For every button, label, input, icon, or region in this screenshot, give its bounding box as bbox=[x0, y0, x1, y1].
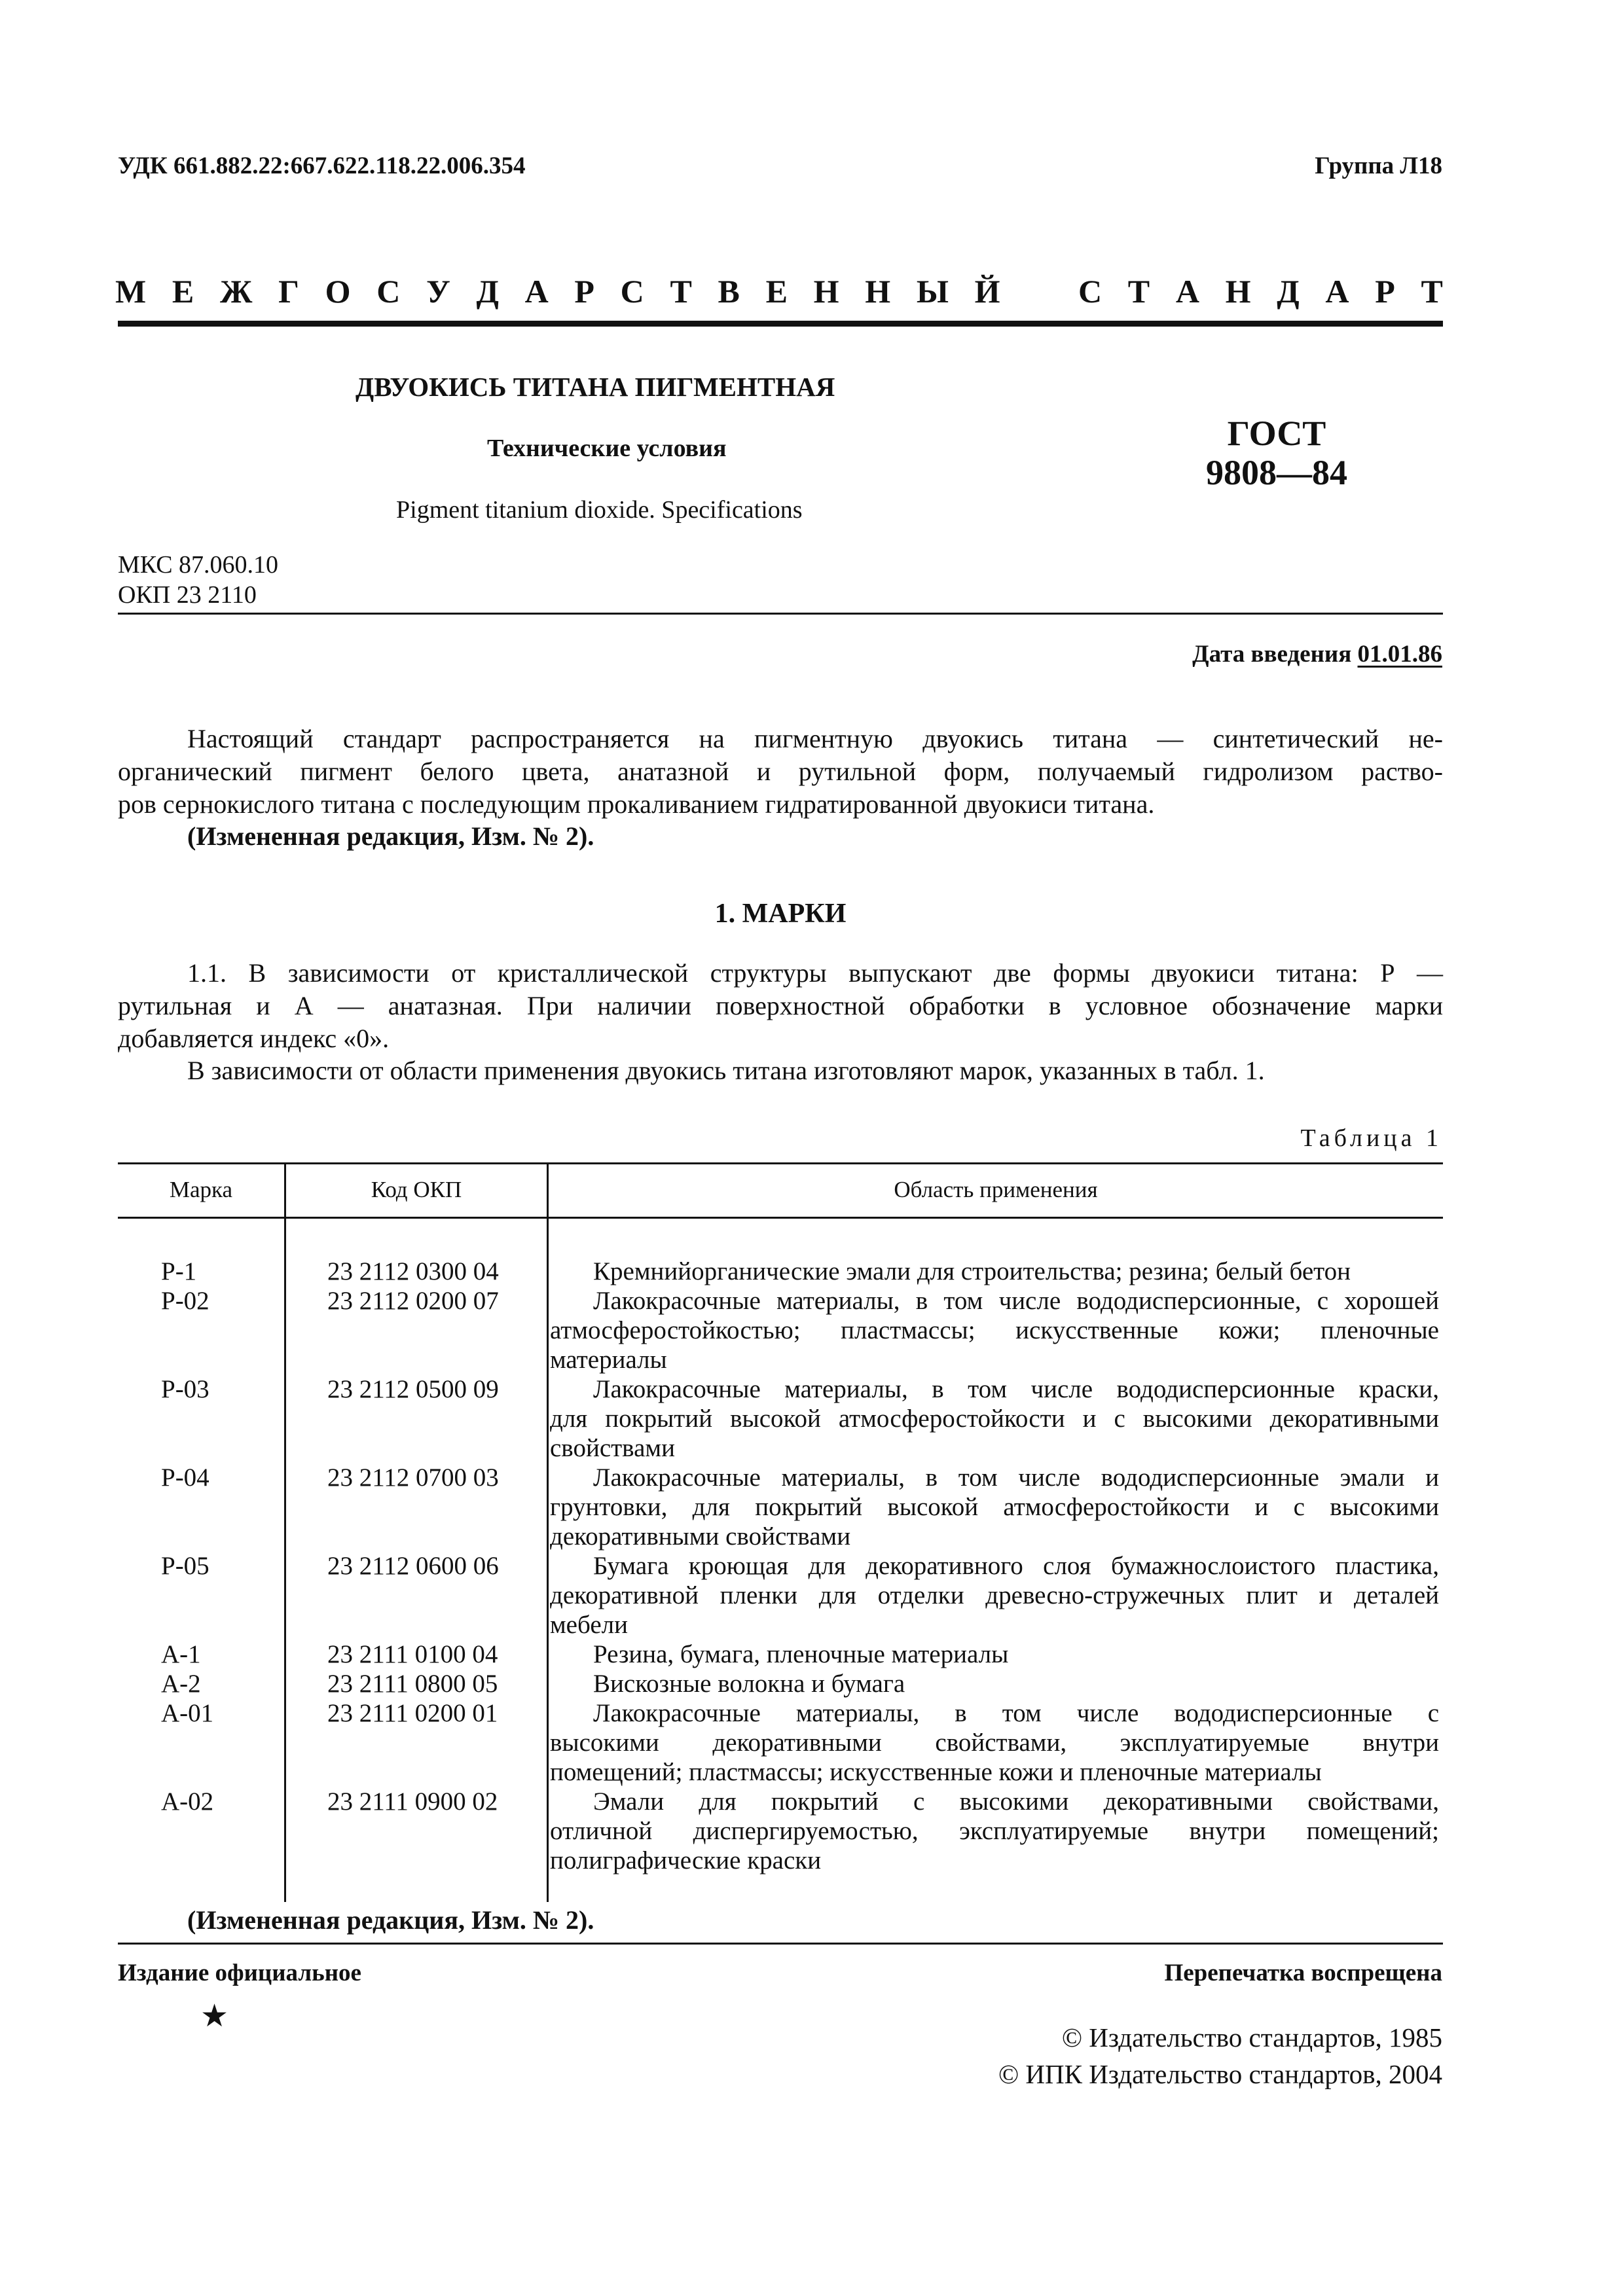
table-top-rule bbox=[118, 1162, 1443, 1164]
table-caption: Таблица 1 bbox=[1300, 1124, 1442, 1152]
banner-letter: Е bbox=[172, 273, 194, 310]
introduction-date bbox=[1192, 640, 1442, 668]
table-row bbox=[118, 1698, 1443, 1787]
cell-line: атмосферостойкостью; пластмассы; искусственные кожи; пленочные bbox=[550, 1316, 1439, 1344]
gost-number: 9808—84 bbox=[1206, 453, 1347, 493]
cell-okp-code: 23 2111 0900 02 bbox=[327, 1787, 498, 1816]
table-row bbox=[118, 1257, 1443, 1286]
clause-1-1-continuation: В зависимости от области применения двуокись титана изготовляют марок, указанных в табл. 1. bbox=[187, 1056, 1265, 1085]
table-row bbox=[118, 1374, 1443, 1463]
grades-table bbox=[118, 1162, 1443, 1902]
cell-line: Лакокрасочные материалы, в том числе вододисперсионные эмали и bbox=[593, 1463, 1439, 1492]
document-subtitle: Технические условия bbox=[487, 435, 727, 462]
table-amendment-note: (Измененная редакция, Изм. № 2). bbox=[187, 1905, 594, 1935]
cell-application-area bbox=[550, 1463, 1439, 1551]
cell-application-area bbox=[550, 1698, 1439, 1787]
banner-letter: Н bbox=[813, 273, 839, 310]
cell-line: отличной диспергируемостью, эксплуатируемые внутри помещений; bbox=[550, 1817, 1439, 1845]
paragraph-line: ров сернокислого титана с последующим прокаливанием гидратированной двуокиси титана. bbox=[118, 789, 1155, 819]
copyright-block bbox=[998, 2019, 1442, 2092]
cell-line: Кремнийорганические эмали для строительства; резина; белый бетон bbox=[593, 1257, 1351, 1285]
cell-line: декоративными свойствами bbox=[550, 1522, 851, 1551]
paragraph-line: органический пигмент белого цвета, анатазной и рутильной форм, получаемый гидролизом раство- bbox=[118, 757, 1443, 786]
interstate-standard-banner bbox=[115, 275, 1443, 308]
document-title-en: Pigment titanium dioxide. Specifications bbox=[396, 496, 803, 524]
banner-letter: Г bbox=[278, 273, 299, 310]
cell-line: грунтовки, для покрытий высокой атмосферостойкости и с высокими bbox=[550, 1493, 1439, 1521]
classifier-codes bbox=[118, 550, 278, 611]
cell-line: Лакокрасочные материалы, в том числе вододисперсионные с bbox=[593, 1699, 1439, 1727]
scope-paragraph bbox=[118, 723, 1443, 821]
cell-mark: А-02 bbox=[161, 1787, 214, 1816]
table-row bbox=[118, 1463, 1443, 1551]
gost-prefix: ГОСТ bbox=[1227, 414, 1326, 453]
banner-letter: Т bbox=[1421, 273, 1443, 310]
cell-okp-code: 23 2112 0600 06 bbox=[327, 1552, 499, 1580]
cell-application-area bbox=[550, 1286, 1439, 1374]
banner-letter: С bbox=[376, 273, 401, 310]
cell-line: декоративной пленки для отделки древесно-стружечных плит и деталей bbox=[550, 1581, 1439, 1609]
banner-letter: Н bbox=[1225, 273, 1251, 310]
cell-application-area bbox=[550, 1551, 1439, 1640]
cell-line: помещений; пластмассы; искусственные кожи и пленочные материалы bbox=[550, 1758, 1322, 1786]
gost-designation bbox=[1195, 414, 1359, 493]
cell-application-area bbox=[550, 1257, 1439, 1286]
cell-line: Резина, бумага, пленочные материалы bbox=[593, 1640, 1009, 1668]
banner-letter: С bbox=[1078, 273, 1103, 310]
table-header-mark: Марка bbox=[169, 1177, 233, 1202]
table-header-rule bbox=[118, 1217, 1443, 1219]
banner-letter: А bbox=[1175, 273, 1199, 310]
banner-letter: Т bbox=[1127, 273, 1150, 310]
copyright-line: © Издательство стандартов, 1985 bbox=[1061, 2022, 1442, 2053]
udk-code: УДК 661.882.22:667.622.118.22.006.354 bbox=[118, 152, 526, 179]
table-row bbox=[118, 1669, 1443, 1698]
banner-letter: Р bbox=[1375, 273, 1395, 310]
cell-application-area bbox=[550, 1374, 1439, 1463]
table-header-area: Область применения bbox=[894, 1177, 1098, 1202]
banner-letter: С bbox=[620, 273, 644, 310]
banner-word-gap bbox=[1026, 275, 1052, 308]
cell-okp-code: 23 2112 0200 07 bbox=[327, 1287, 499, 1315]
mks-code: МКС 87.060.10 bbox=[118, 551, 279, 579]
cell-line: полиграфические краски bbox=[550, 1846, 822, 1874]
banner-letter: У bbox=[426, 273, 450, 310]
cell-okp-code: 23 2112 0300 04 bbox=[327, 1257, 499, 1285]
introduction-date-value: 01.01.86 bbox=[1357, 641, 1442, 668]
banner-letter: Т bbox=[670, 273, 692, 310]
clause-1-1 bbox=[118, 957, 1443, 1055]
cell-line: Лакокрасочные материалы, в том числе вододисперсионные, с хорошей bbox=[593, 1287, 1439, 1315]
paragraph-line: Настоящий стандарт распространяется на пигментную двуокись титана — синтетический не- bbox=[187, 724, 1443, 753]
cell-application-area bbox=[550, 1787, 1439, 1875]
cell-line: мебели bbox=[550, 1611, 628, 1639]
banner-letter: Д bbox=[1277, 273, 1300, 310]
banner-letter: О bbox=[325, 273, 351, 310]
table-row bbox=[118, 1640, 1443, 1669]
cell-line: Бумага кроющая для декоративного слоя бумажнослоистого пластика, bbox=[593, 1552, 1439, 1580]
cell-line: Лакокрасочные материалы, в том числе вододисперсионные краски, bbox=[593, 1375, 1439, 1403]
table-header-code: Код ОКП bbox=[371, 1177, 462, 1202]
cell-application-area bbox=[550, 1669, 1439, 1698]
cell-line: для покрытий высокой атмосферостойкости и с высокими декоративными bbox=[550, 1405, 1439, 1433]
star-icon: ★ bbox=[200, 1999, 229, 2034]
table-row bbox=[118, 1551, 1443, 1640]
cell-okp-code: 23 2112 0500 09 bbox=[327, 1375, 499, 1403]
cell-mark: Р-1 bbox=[161, 1257, 197, 1285]
paragraph-line: рутильная и А — анатазная. При наличии поверхностной обработки в условное обозначение марки bbox=[118, 991, 1443, 1020]
group-code: Группа Л18 bbox=[1315, 152, 1442, 179]
cell-okp-code: 23 2111 0200 01 bbox=[327, 1699, 498, 1727]
reprint-prohibited-label: Перепечатка воспрещена bbox=[1164, 1960, 1442, 1986]
paragraph-line: добавляется индекс «0». bbox=[118, 1024, 390, 1053]
table-row bbox=[118, 1286, 1443, 1374]
banner-letter: М bbox=[115, 273, 147, 310]
cell-mark: Р-02 bbox=[161, 1287, 210, 1315]
cell-line: материалы bbox=[550, 1346, 667, 1374]
cell-line: Эмали для покрытий с высокими декоративными свойствами, bbox=[593, 1787, 1439, 1816]
cell-mark: Р-05 bbox=[161, 1552, 210, 1580]
okp-code: ОКП 23 2110 bbox=[118, 581, 257, 609]
classifier-divider bbox=[118, 613, 1443, 615]
document-title: ДВУОКИСЬ ТИТАНА ПИГМЕНТНАЯ bbox=[356, 372, 835, 402]
cell-mark: Р-03 bbox=[161, 1375, 210, 1403]
banner-letter: А bbox=[1325, 273, 1349, 310]
amendment-note: (Измененная редакция, Изм. № 2). bbox=[187, 821, 594, 851]
paragraph-line: 1.1. В зависимости от кристаллической структуры выпускают две формы двуокиси титана: Р — bbox=[187, 958, 1443, 988]
cell-line: высокими декоративными свойствами, эксплуатируемые внутри bbox=[550, 1729, 1439, 1757]
cell-mark: А-01 bbox=[161, 1699, 214, 1727]
banner-letter: В bbox=[718, 273, 740, 310]
copyright-line: © ИПК Издательство стандартов, 2004 bbox=[998, 2059, 1442, 2089]
table-body bbox=[118, 1257, 1443, 1875]
table-row bbox=[118, 1787, 1443, 1875]
cell-mark: А-2 bbox=[161, 1670, 201, 1698]
cell-okp-code: 23 2112 0700 03 bbox=[327, 1463, 499, 1492]
section-heading: 1. МАРКИ bbox=[714, 899, 847, 929]
official-edition-label: Издание официальное bbox=[118, 1960, 361, 1986]
header-divider bbox=[118, 321, 1443, 327]
cell-mark: А-1 bbox=[161, 1640, 201, 1668]
cell-mark: Р-04 bbox=[161, 1463, 210, 1492]
cell-application-area bbox=[550, 1640, 1439, 1669]
banner-letter: Ы bbox=[916, 273, 949, 310]
cell-line: свойствами bbox=[550, 1434, 675, 1462]
banner-letter: Р bbox=[574, 273, 594, 310]
banner-letter: Д bbox=[476, 273, 499, 310]
cell-okp-code: 23 2111 0800 05 bbox=[327, 1670, 498, 1698]
banner-letter: Ж bbox=[219, 273, 253, 310]
footer-divider bbox=[118, 1943, 1443, 1945]
cell-line: Вискозные волокна и бумага bbox=[593, 1670, 905, 1698]
cell-okp-code: 23 2111 0100 04 bbox=[327, 1640, 498, 1668]
banner-letter: Й bbox=[974, 273, 1000, 310]
introduction-date-label: Дата введения bbox=[1192, 641, 1352, 668]
banner-letter: Е bbox=[765, 273, 788, 310]
banner-letter: Н bbox=[865, 273, 891, 310]
banner-letter: А bbox=[524, 273, 549, 310]
